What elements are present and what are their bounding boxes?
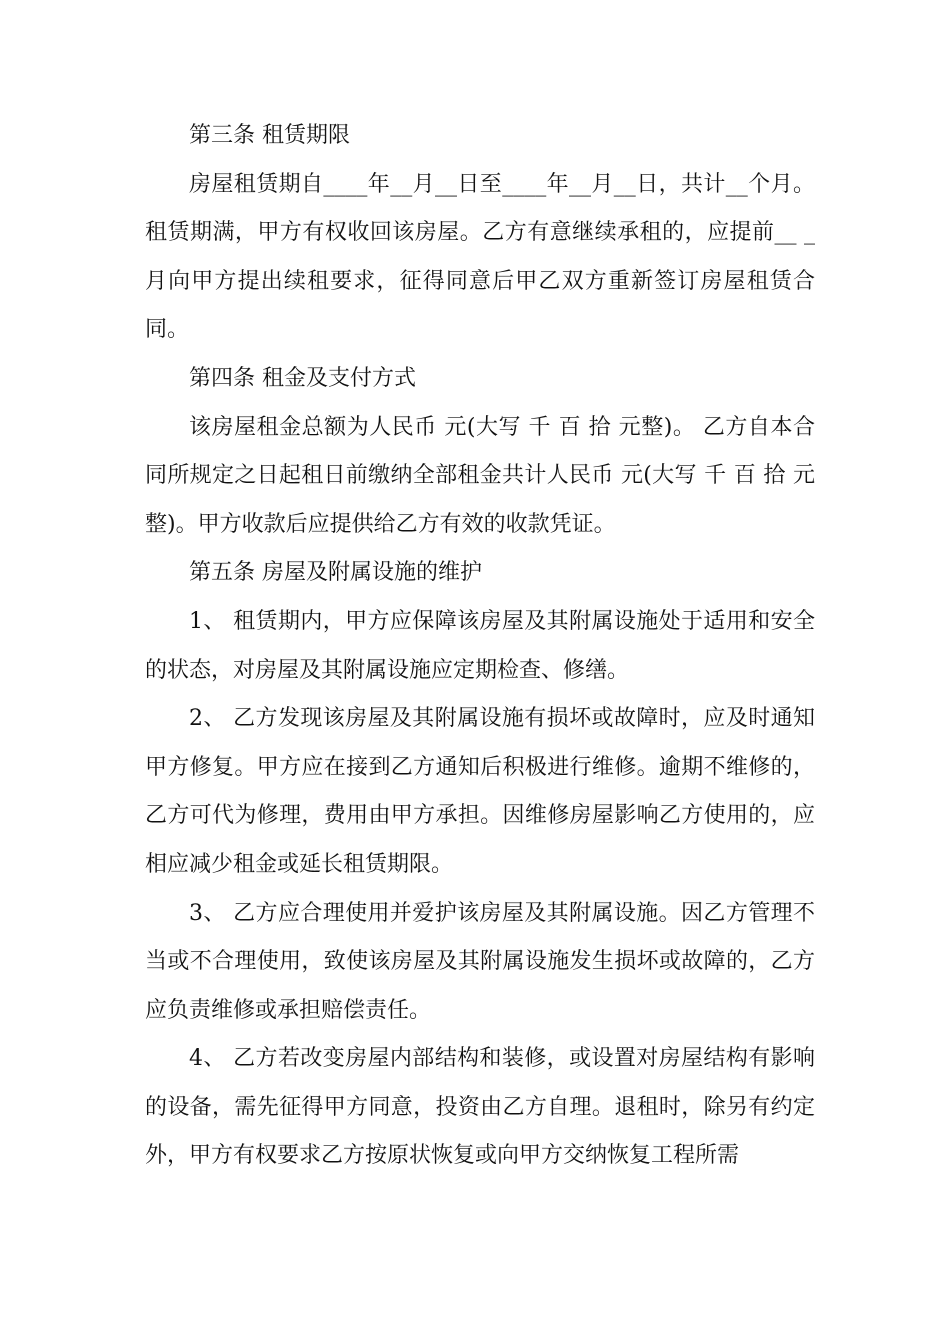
document-body — [145, 112, 822, 1181]
article-5-item-4: 4、 乙方若改变房屋内部结构和装修，或设置对房屋结构有影响的设备，需先征得甲方同意，投资由乙方自理。退租时，除另有约定外，甲方有权要求乙方按原状恢复或向甲方交纳恢复工程所需 — [145, 1046, 815, 1169]
article-4-heading: 第四条 租金及支付方式 — [189, 365, 416, 391]
article-4-body: 该房屋租金总额为人民币 元(大写 千 百 拾 元整)。 乙方自本合同所规定之日起租日前缴纳全部租金共计人民币 元(大写 千 百 拾 元整)。甲方收款后应提供给乙方有效的收款凭证。 — [145, 414, 815, 537]
article-3-heading: 第三条 租赁期限 — [189, 123, 350, 148]
article-5-heading: 第五条 房屋及附属设施的维护 — [189, 560, 482, 586]
article-3-body: 房屋租赁期自____年__月__日至____年__月__日，共计__个月。 租赁期满，甲方有权收回该房屋。乙方有意继续承租的，应提前__ _月向甲方提出续租要求，征得同意后甲乙双方重新签订房屋租赁合同。 — [145, 171, 822, 343]
article-5-item-2: 2、 乙方发现该房屋及其附属设施有损坏或故障时，应及时通知甲方修复。甲方应在接到乙方通知后积极进行维修。逾期不维修的，乙方可代为修理，费用由甲方承担。因维修房屋影响乙方使用的，应相应减少租金或延长租赁期限。 — [145, 706, 815, 877]
article-5-item-3: 3、 乙方应合理使用并爱护该房屋及其附属设施。因乙方管理不当或不合理使用，致使该房屋及其附属设施发生损坏或故障的，乙方应负责维修或承担赔偿责任。 — [145, 900, 815, 1023]
article-5-item-1: 1、 租赁期内，甲方应保障该房屋及其附属设施处于适用和安全的状态，对房屋及其附属设施应定期检查、修缮。 — [145, 608, 815, 683]
